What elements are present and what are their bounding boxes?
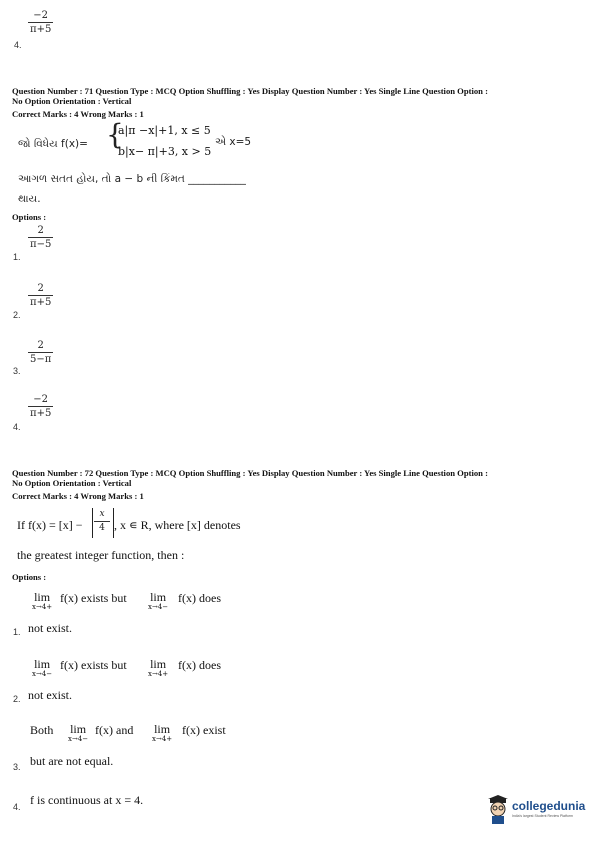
q72-option-3[interactable] <box>28 720 288 752</box>
q71-header-line2: No Option Orientation : Vertical <box>12 96 132 106</box>
lim-word: lim <box>70 722 87 736</box>
mascot-icon <box>487 795 511 825</box>
fraction-denominator: π+5 <box>30 24 52 35</box>
limit-expression <box>32 658 52 679</box>
q71-stem-prefix: જો વિધેય f(x)= <box>18 138 88 150</box>
option-text-line2[interactable]: not exist. <box>28 688 72 702</box>
q71-stem-suffix: એ x=5 <box>215 136 252 148</box>
option-number[interactable]: 1. <box>13 252 21 262</box>
q72-header-line1: Question Number : 72 Question Type : MCQ Option Shuffling : Yes Display Question Number : Yes Single Line Question Option : <box>12 468 488 478</box>
option-number: 4. <box>14 40 22 50</box>
option-fraction[interactable] <box>28 393 53 420</box>
collegedunia-logo <box>487 795 587 829</box>
logo-tagline: India's largest Student Review Platform <box>512 814 573 818</box>
fraction-denominator: 5−π <box>30 354 52 365</box>
limit-expression <box>152 723 172 744</box>
lim-word: lim <box>150 657 167 671</box>
fraction-denominator: 4 <box>99 523 105 533</box>
q71-stem-line3: થાય. <box>18 193 41 205</box>
limit-expression <box>68 723 88 744</box>
option-text-line2[interactable]: but are not equal. <box>30 754 114 768</box>
piecewise-case-2: b|x− π|+3, x > 5 <box>118 145 212 158</box>
option-number[interactable]: 4. <box>13 422 21 432</box>
lim-word: lim <box>34 657 51 671</box>
lim-word: lim <box>150 590 167 604</box>
q72-header-line2: No Option Orientation : Vertical <box>12 478 132 488</box>
lim-subscript: x→4− <box>148 603 169 611</box>
fraction-numerator: −2 <box>33 10 49 21</box>
limit-expression <box>148 591 168 612</box>
piecewise-case-1: a|π −x|+1, x ≤ 5 <box>118 124 211 137</box>
option-text: Both <box>30 723 54 737</box>
fraction-denominator: π−5 <box>30 239 52 250</box>
lim-subscript: x→4+ <box>32 603 53 611</box>
limit-expression <box>148 658 168 679</box>
limit-expression <box>32 591 52 612</box>
option-number[interactable]: 4. <box>13 802 21 812</box>
fraction-numerator: 2 <box>37 340 44 351</box>
fraction-denominator: π+5 <box>30 408 52 419</box>
option-text: f(x) and <box>95 723 134 737</box>
q71-header-line1: Question Number : 71 Question Type : MCQ Option Shuffling : Yes Display Question Number : Yes Single Line Question Option : <box>12 86 488 96</box>
option-number[interactable]: 3. <box>13 762 21 772</box>
fraction-numerator: 2 <box>37 283 44 294</box>
option-fraction <box>28 9 53 36</box>
option-fraction[interactable] <box>28 339 53 366</box>
q72-stem-b: , x ∊ R, where [x] denotes <box>114 518 241 532</box>
fraction-denominator: π+5 <box>30 297 52 308</box>
option-text: f(x) exists but <box>60 658 127 672</box>
q72-stem-line2: the greatest integer function, then : <box>17 548 185 562</box>
q72-marks: Correct Marks : 4 Wrong Marks : 1 <box>12 491 144 501</box>
q72-stem-a: If f(x) = [x] − <box>17 518 83 532</box>
lim-word: lim <box>154 722 171 736</box>
option-text: f(x) does <box>178 591 221 605</box>
fraction-numerator: 2 <box>37 225 44 236</box>
option-text: f(x) exist <box>182 723 226 737</box>
q72-options-label: Options : <box>12 572 47 582</box>
piecewise-brace: { <box>106 118 124 151</box>
stem-fraction <box>94 508 110 535</box>
fraction-numerator: x <box>99 509 105 519</box>
option-text: f(x) exists but <box>60 591 127 605</box>
lim-subscript: x→4+ <box>148 670 169 678</box>
option-text: f(x) does <box>178 658 221 672</box>
option-number[interactable]: 2. <box>13 694 21 704</box>
lim-subscript: x→4− <box>32 670 53 678</box>
q71-options-label: Options : <box>12 212 47 222</box>
logo-wordmark: collegedunia <box>512 799 586 813</box>
lim-subscript: x→4+ <box>152 735 173 743</box>
q71-stem-line2: આગળ સતત હોય, તો a − b ની કિંમત ___________ <box>18 173 246 185</box>
lim-word: lim <box>34 590 51 604</box>
lim-subscript: x→4− <box>68 735 89 743</box>
q71-marks: Correct Marks : 4 Wrong Marks : 1 <box>12 109 144 119</box>
fraction-numerator: −2 <box>33 394 49 405</box>
option-number[interactable]: 1. <box>13 627 21 637</box>
q72-option-2[interactable] <box>28 655 288 687</box>
option-fraction[interactable] <box>28 224 53 251</box>
q72-option-4-text[interactable]: f is continuous at x = 4. <box>30 793 144 807</box>
option-number[interactable]: 3. <box>13 366 21 376</box>
option-number[interactable]: 2. <box>13 310 21 320</box>
option-fraction[interactable] <box>28 282 53 309</box>
q72-option-1[interactable] <box>28 588 288 620</box>
option-text-line2[interactable]: not exist. <box>28 621 72 635</box>
